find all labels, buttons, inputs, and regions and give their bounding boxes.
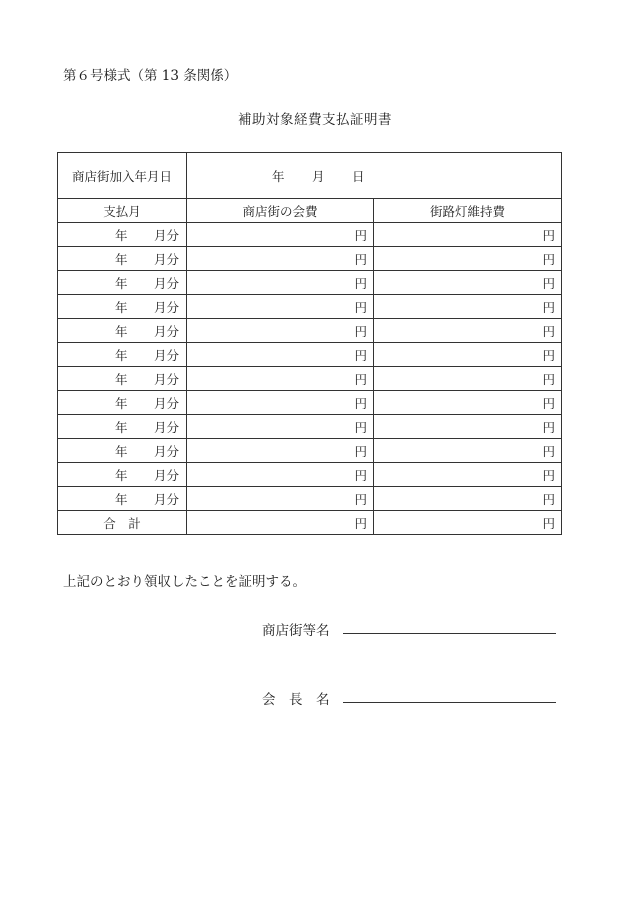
streetlight-fee-cell[interactable]: 円 (374, 487, 562, 511)
payment-row (58, 391, 562, 415)
payment-month-label: 月分 (154, 299, 180, 315)
join-date-field[interactable] (187, 153, 562, 199)
streetlight-fee-cell[interactable]: 円 (374, 295, 562, 319)
payment-month-label: 月分 (154, 347, 180, 363)
payment-month-label: 月分 (154, 419, 180, 435)
payment-row (58, 487, 562, 511)
association-fee-cell[interactable]: 円 (187, 415, 374, 439)
payment-month-cell[interactable] (58, 487, 187, 511)
association-name-row (262, 619, 342, 639)
payment-month-label: 月分 (154, 443, 180, 459)
association-fee-cell[interactable]: 円 (187, 319, 374, 343)
payment-month-label: 月分 (154, 323, 180, 339)
payment-month-cell[interactable] (58, 343, 187, 367)
total-label: 合 計 (58, 511, 187, 535)
join-month: 月 (312, 168, 325, 184)
payment-year-label: 年 (115, 395, 128, 411)
association-fee-cell[interactable]: 円 (187, 223, 374, 247)
streetlight-fee-cell[interactable]: 円 (374, 271, 562, 295)
payment-month-cell[interactable] (58, 439, 187, 463)
association-name-label: 商店街等名 (262, 623, 330, 639)
president-name-row (262, 688, 342, 708)
join-year: 年 (272, 168, 285, 184)
payment-year-label: 年 (115, 347, 128, 363)
payment-year-label: 年 (115, 467, 128, 483)
payment-row (58, 367, 562, 391)
payment-year-label: 年 (115, 323, 128, 339)
total-streetlight-fee-cell[interactable]: 円 (374, 511, 562, 535)
payment-year-label: 年 (115, 227, 128, 243)
payment-year-label: 年 (115, 275, 128, 291)
column-header-payment-month: 支払月 (58, 199, 187, 223)
payment-row (58, 319, 562, 343)
certification-statement: 上記のとおり領収したことを証明する。 (63, 574, 306, 590)
association-fee-cell[interactable]: 円 (187, 439, 374, 463)
payment-row (58, 463, 562, 487)
payment-row (58, 247, 562, 271)
payment-row (58, 439, 562, 463)
payment-month-label: 月分 (154, 467, 180, 483)
payment-year-label: 年 (115, 371, 128, 387)
association-fee-cell[interactable]: 円 (187, 247, 374, 271)
payment-month-cell[interactable] (58, 391, 187, 415)
president-name-label: 会 長 名 (262, 692, 330, 708)
payment-certificate-table (57, 152, 562, 535)
payment-year-label: 年 (115, 491, 128, 507)
payment-month-cell[interactable] (58, 271, 187, 295)
payment-month-label: 月分 (154, 371, 180, 387)
payment-month-cell[interactable] (58, 367, 187, 391)
payment-row (58, 295, 562, 319)
association-fee-cell[interactable]: 円 (187, 295, 374, 319)
association-fee-cell[interactable]: 円 (187, 463, 374, 487)
total-association-fee-cell[interactable]: 円 (187, 511, 374, 535)
payment-month-cell[interactable] (58, 415, 187, 439)
association-name-field[interactable] (343, 633, 556, 634)
association-fee-cell[interactable]: 円 (187, 487, 374, 511)
document-title: 補助対象経費支払証明書 (238, 112, 392, 128)
association-fee-cell[interactable]: 円 (187, 367, 374, 391)
payment-month-label: 月分 (154, 491, 180, 507)
payment-month-cell[interactable] (58, 247, 187, 271)
payment-month-cell[interactable] (58, 223, 187, 247)
column-header-row (58, 199, 562, 223)
payment-month-cell[interactable] (58, 319, 187, 343)
streetlight-fee-cell[interactable]: 円 (374, 415, 562, 439)
payment-month-label: 月分 (154, 251, 180, 267)
streetlight-fee-cell[interactable]: 円 (374, 391, 562, 415)
payment-year-label: 年 (115, 419, 128, 435)
total-row (58, 511, 562, 535)
streetlight-fee-cell[interactable]: 円 (374, 367, 562, 391)
payment-row (58, 343, 562, 367)
join-date-row (58, 153, 562, 199)
president-name-field[interactable] (343, 702, 556, 703)
join-date-label: 商店街加入年月日 (58, 153, 187, 199)
form-number: 第６号様式（第 13 条関係） (63, 68, 238, 84)
association-fee-cell[interactable]: 円 (187, 391, 374, 415)
payment-month-label: 月分 (154, 227, 180, 243)
payment-year-label: 年 (115, 251, 128, 267)
column-header-streetlight-fee: 街路灯維持費 (374, 199, 562, 223)
payment-year-label: 年 (115, 443, 128, 459)
payment-month-cell[interactable] (58, 463, 187, 487)
column-header-association-fee: 商店街の会費 (187, 199, 374, 223)
payment-row (58, 223, 562, 247)
association-fee-cell[interactable]: 円 (187, 343, 374, 367)
payment-month-label: 月分 (154, 395, 180, 411)
payment-row (58, 271, 562, 295)
streetlight-fee-cell[interactable]: 円 (374, 439, 562, 463)
streetlight-fee-cell[interactable]: 円 (374, 319, 562, 343)
join-day: 日 (352, 168, 365, 184)
association-fee-cell[interactable]: 円 (187, 271, 374, 295)
payment-row (58, 415, 562, 439)
streetlight-fee-cell[interactable]: 円 (374, 223, 562, 247)
payment-month-label: 月分 (154, 275, 180, 291)
streetlight-fee-cell[interactable]: 円 (374, 343, 562, 367)
payment-year-label: 年 (115, 299, 128, 315)
streetlight-fee-cell[interactable]: 円 (374, 463, 562, 487)
streetlight-fee-cell[interactable]: 円 (374, 247, 562, 271)
payment-month-cell[interactable] (58, 295, 187, 319)
